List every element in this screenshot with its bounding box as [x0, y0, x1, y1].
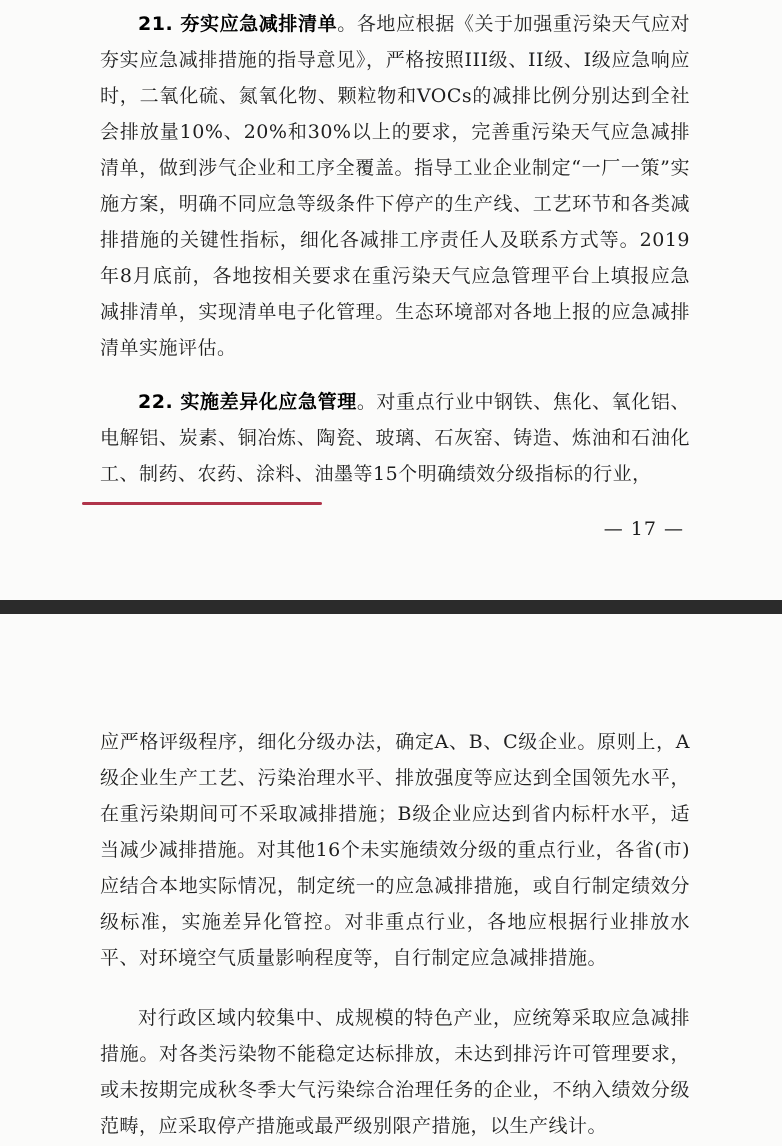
special-industry-block — [100, 1000, 690, 1144]
item-21-heading: 21. 夯实应急减排清单 — [138, 13, 338, 35]
document-page-bottom — [0, 614, 782, 1146]
item-21-body: 。各地应根据《关于加强重污染天气应对夯实应急减排措施的指导意见》，严格按照III级、II级、I级应急响应时，二氧化硫、氮氧化物、颗粒物和VOCs的减排比例分别达到全社会排放量10%、20%和30%以上的要求，完善重污染天气应急减排清单，做到涉气企业和工序全覆盖。指导工业企业制定“一厂一策”实施方案，明确不同应急等级条件下停产的生产线、工艺环节和各类减排措施的关键性指标，细化各减排工序责任人及联系方式等。2019年8月底前，各地按相关要求在重污染天气应急管理平台上填报应急减排清单，实现清单电子化管理。生态环境部对各地上报的应急减排清单实施评估。 — [100, 13, 690, 359]
page-number: — 17 — — [603, 518, 684, 540]
special-industry-paragraph: 对行政区域内较集中、成规模的特色产业，应统筹采取应急减排措施。对各类污染物不能稳定达标排放，未达到排污许可管理要求，或未按期完成秋冬季大气污染综合治理任务的企业，不纳入绩效分级范畴，应采取停产措施或最严级别限产措施，以生产线计。 — [100, 1007, 690, 1137]
page-divider — [0, 600, 782, 614]
item-22-block — [100, 384, 690, 492]
red-underline-mark — [82, 502, 322, 505]
item-22-body: 。对重点行业中钢铁、焦化、氧化铝、电解铝、炭素、铜冶炼、陶瓷、玻璃、石灰窑、铸造、炼油和石油化工、制药、农药、涂料、油墨等15个明确绩效分级指标的行业， — [100, 391, 690, 485]
item-22-heading: 22. 实施差异化应急管理 — [138, 391, 357, 413]
item-22-paragraph — [100, 384, 690, 492]
item-21-block — [100, 6, 690, 366]
item-21-paragraph — [100, 6, 690, 366]
continuation-block — [100, 724, 690, 976]
continuation-paragraph: 应严格评级程序，细化分级办法，确定A、B、C级企业。原则上，A级企业生产工艺、污染治理水平、排放强度等应达到全国领先水平，在重污染期间可不采取减排措施；B级企业应达到省内标杆水平，适当减少减排措施。对其他16个未实施绩效分级的重点行业，各省(市)应结合本地实际情况，制定统一的应急减排措施，或自行制定绩效分级标准，实施差异化管控。对非重点行业，各地应根据行业排放水平、对环境空气质量影响程度等，自行制定应急减排措施。 — [100, 731, 690, 969]
